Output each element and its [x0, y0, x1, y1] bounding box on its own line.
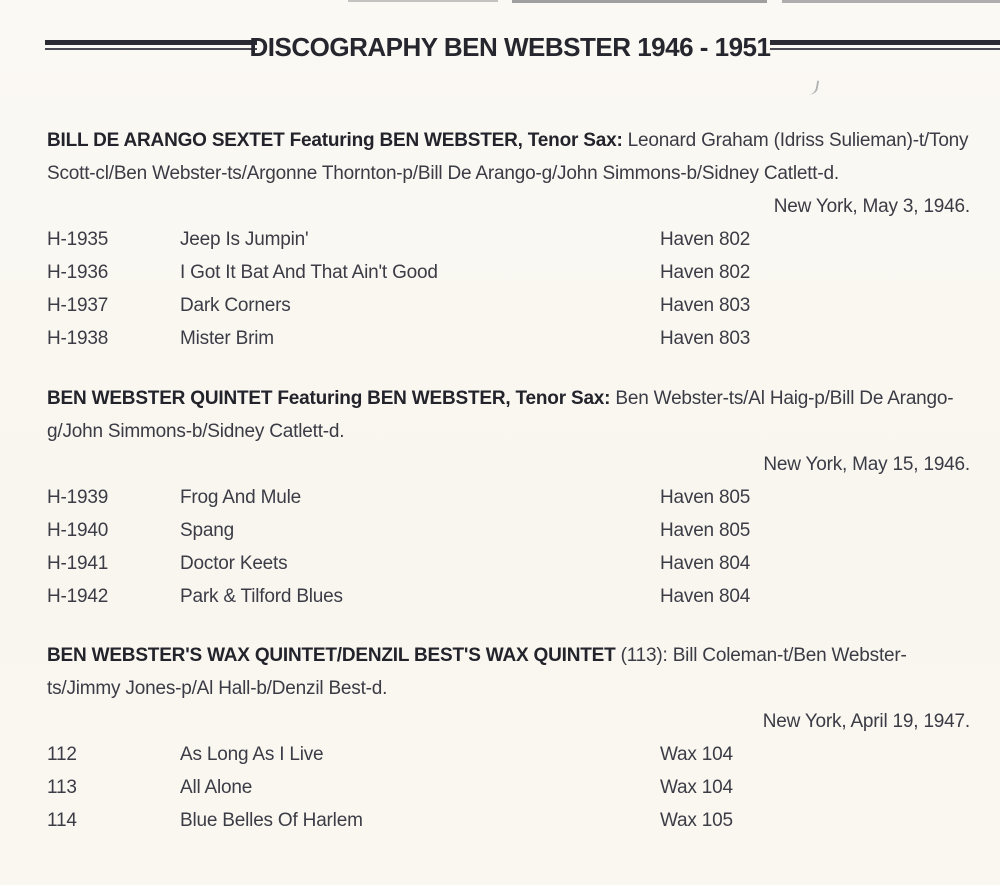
track-row	[47, 804, 970, 837]
track-table	[47, 481, 970, 613]
group-heading: BEN WEBSTER QUINTET Featuring BEN WEBSTER, Tenor Sax:	[47, 388, 611, 409]
group-heading: BILL DE ARANGO SEXTET Featuring BEN WEBSTER, Tenor Sax:	[47, 130, 623, 151]
track-table	[47, 738, 970, 837]
personnel-list: Ben Webster-ts/Al Haig-p/Bill De Arango-g/John Simmons-b/Sidney Catlett-d.	[47, 388, 954, 442]
track-title: Blue Belles Of Harlem	[180, 810, 363, 831]
track-row	[47, 289, 970, 322]
rule-thick-line	[45, 40, 257, 45]
track-row	[47, 256, 970, 289]
session-heading-paragraph	[47, 639, 970, 705]
track-title: I Got It Bat And That Ain't Good	[180, 262, 438, 283]
track-title: Mister Brim	[180, 328, 274, 349]
release-catalog: Haven 802	[660, 262, 751, 283]
track-title: Frog And Mule	[180, 487, 301, 508]
matrix-number: 112	[47, 744, 77, 765]
track-row	[47, 223, 970, 256]
scan-artifact-top-edge	[782, 0, 1000, 3]
release-catalog: Haven 805	[660, 520, 751, 541]
track-title: As Long As I Live	[180, 744, 324, 765]
page-title: DISCOGRAPHY BEN WEBSTER 1946 - 1951	[249, 32, 771, 62]
track-table	[47, 223, 970, 355]
track-row	[47, 514, 970, 547]
session-heading-paragraph	[47, 124, 970, 190]
release-catalog: Haven 805	[660, 487, 751, 508]
title-rule-right	[770, 40, 1000, 50]
matrix-number: H-1936	[47, 262, 109, 283]
rule-thin-line	[770, 48, 1000, 50]
matrix-number: H-1942	[47, 586, 109, 607]
matrix-number: H-1935	[47, 229, 109, 250]
track-row	[47, 580, 970, 613]
track-title: Park & Tilford Blues	[180, 586, 343, 607]
release-catalog: Haven 803	[660, 328, 751, 349]
track-row	[47, 481, 970, 514]
release-catalog: Haven 804	[660, 553, 751, 574]
release-catalog: Wax 104	[660, 777, 733, 798]
track-row	[47, 771, 970, 804]
group-heading: BEN WEBSTER'S WAX QUINTET/DENZIL BEST'S WAX QUINTET	[47, 645, 616, 666]
release-catalog: Haven 803	[660, 295, 751, 316]
session-heading-paragraph	[47, 382, 970, 448]
matrix-number: H-1941	[47, 553, 109, 574]
track-title: Dark Corners	[180, 295, 291, 316]
track-title: Jeep Is Jumpin'	[180, 229, 309, 250]
matrix-number: 113	[47, 777, 77, 798]
rule-thin-line	[45, 48, 257, 50]
scan-stray-mark	[809, 79, 819, 95]
scan-artifact-top-edge	[512, 0, 767, 3]
discography-section	[47, 639, 970, 837]
matrix-number: H-1940	[47, 520, 109, 541]
track-row	[47, 547, 970, 580]
personnel-list: Leonard Graham (Idriss Sulieman)-t/Tony Scott-cl/Ben Webster-ts/Argonne Thornton-p/Bill De Arango-g/John Simmons-b/Sidney Catlett-d.	[47, 130, 969, 184]
session-location-date: New York, May 3, 1946.	[773, 196, 970, 217]
track-row	[47, 322, 970, 355]
track-row	[47, 738, 970, 771]
scan-artifact-top-edge	[348, 0, 498, 2]
matrix-number: H-1937	[47, 295, 109, 316]
session-location-date: New York, April 19, 1947.	[762, 711, 970, 732]
matrix-number: H-1938	[47, 328, 109, 349]
title-rule-left	[45, 40, 257, 50]
track-title: Doctor Keets	[180, 553, 288, 574]
personnel-list: (113): Bill Coleman-t/Ben Webster-ts/Jimmy Jones-p/Al Hall-b/Denzil Best-d.	[47, 645, 907, 699]
discography-section	[47, 124, 970, 355]
release-catalog: Haven 802	[660, 229, 751, 250]
session-location-date: New York, May 15, 1946.	[763, 454, 970, 475]
matrix-number: 114	[47, 810, 77, 831]
rule-thick-line	[770, 40, 1000, 45]
release-catalog: Wax 104	[660, 744, 733, 765]
release-catalog: Haven 804	[660, 586, 751, 607]
track-title: Spang	[180, 520, 234, 541]
matrix-number: H-1939	[47, 487, 109, 508]
release-catalog: Wax 105	[660, 810, 733, 831]
discography-section	[47, 382, 970, 613]
track-title: All Alone	[180, 777, 253, 798]
